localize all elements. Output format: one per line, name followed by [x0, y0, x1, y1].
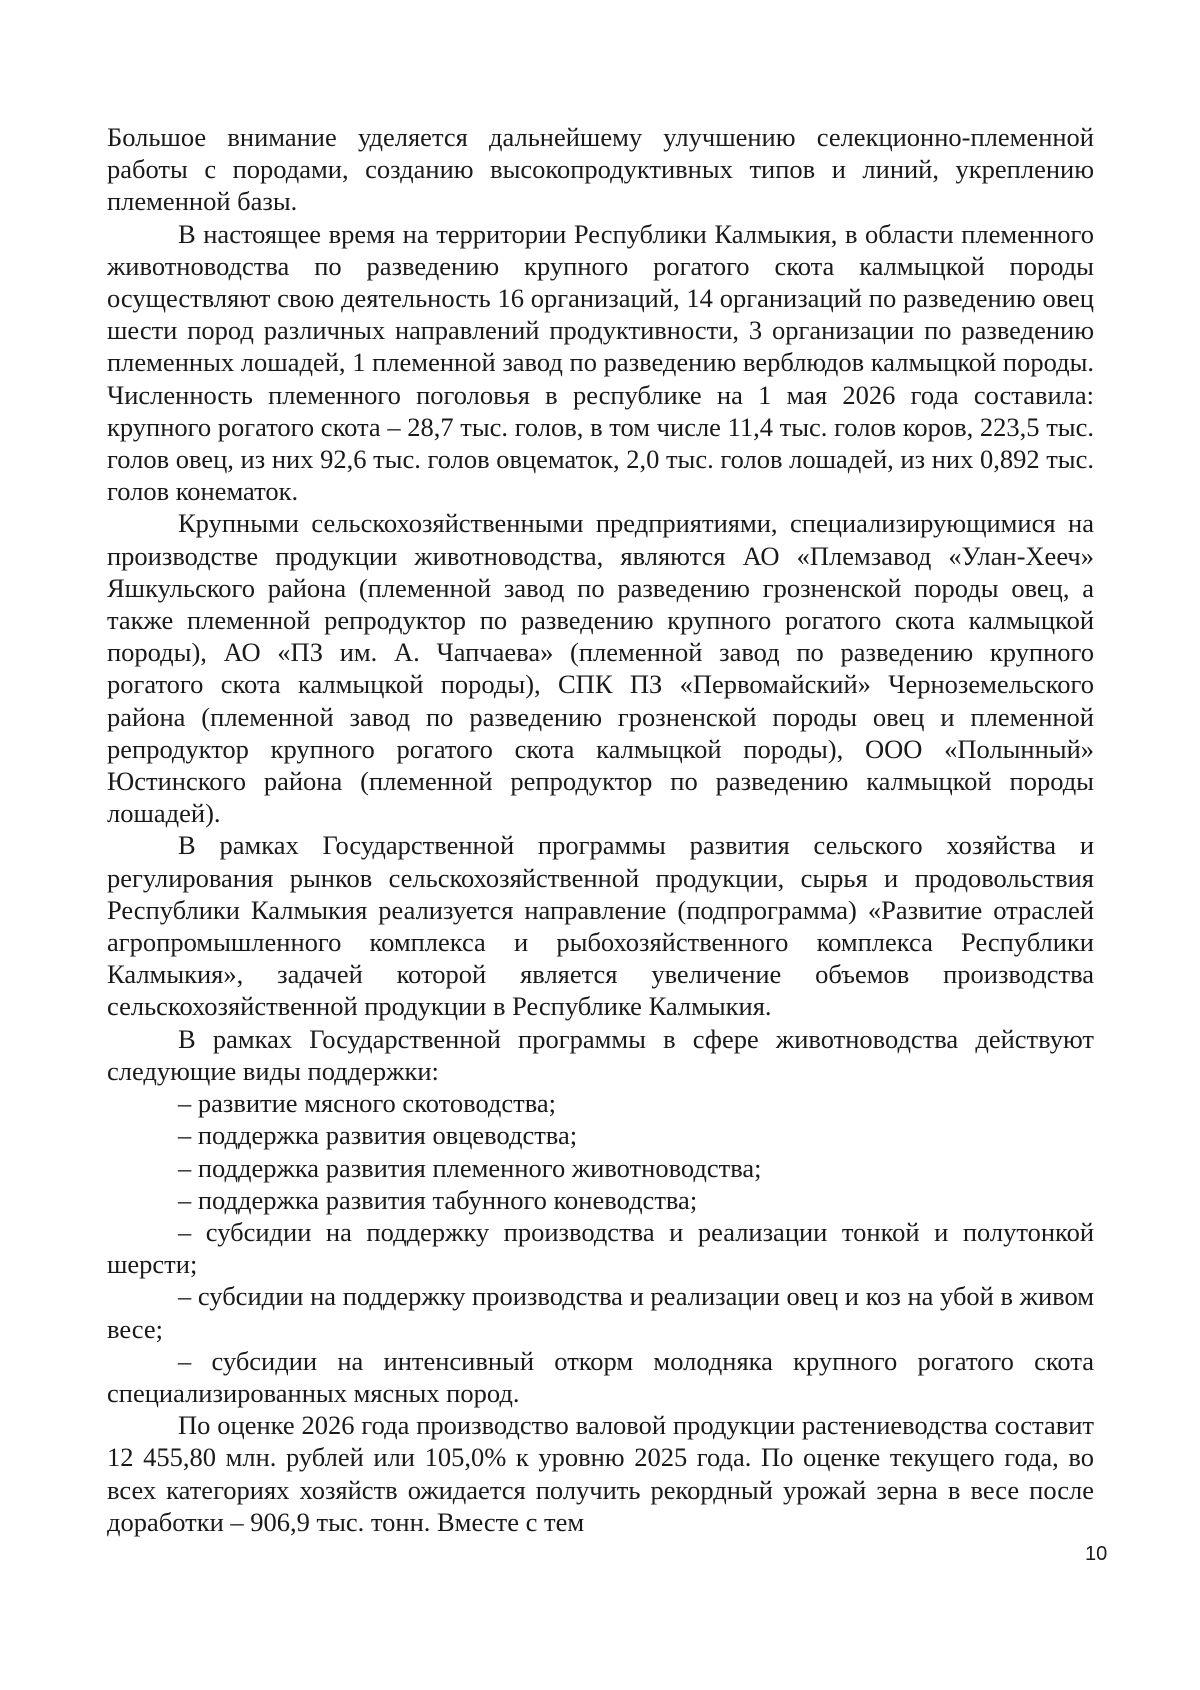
list-item: – поддержка развития племенного животноводства;	[178, 1152, 762, 1183]
list-item: – развитие мясного скотоводства;	[178, 1088, 557, 1119]
paragraph-breeding-organizations: В настоящее время на территории Республики Калмыкия, в области племенного животноводства по разведению крупного рогатого скота калмыцкой породы осуществляют свою деятельность 16 организаций, 14 организаций по разведению овец шести пород различных направлений продуктивности, 3 организации по разведению племенных лошадей, 1 племенной завод по разведению верблюдов калмыцкой породы. Численность племенного поголовья в республике на 1 мая 2026 года составила: крупного рогатого скота – 28,7 тыс. голов, в том числе 11,4 тыс. голов коров, 223,5 тыс. голов овец, из них 92,6 тыс. голов овцематок, 2,0 тыс. голов лошадей, из них 0,892 тыс. голов конематок.	[107, 218, 1094, 507]
list-item: – субсидии на поддержку производства и реализации овец и коз на убой в живом весе;	[107, 1281, 1094, 1344]
support-types-list	[107, 1087, 1094, 1409]
list-item: – поддержка развития овцеводства;	[178, 1120, 578, 1151]
paragraph-crop-production: По оценке 2026 года производство валовой продукции растениеводства составит 12 455,80 млн. рублей или 105,0% к уровню 2025 года. По оценке текущего года, во всех категориях хозяйств ожидается получить рекордный урожай зерна в весе после доработки – 906,9 тыс. тонн. Вместе с тем	[107, 1410, 1094, 1537]
paragraph-large-enterprises: Крупными сельскохозяйственными предприятиями, специализирующимися на производстве продукции животноводства, являются АО «Племзавод «Улан-Хееч» Яшкульского района (племенной завод по разведению грозненской породы овец, а также племенной репродуктор по разведению крупного рогатого скота калмыцкой породы), АО «ПЗ им. А. Чапчаева» (племенной завод по разведению крупного рогатого скота калмыцкой породы), СПК ПЗ «Первомайский» Черноземельского района (племенной завод по разведению грозненской породы овец и племенной репродуктор крупного рогатого скота калмыцкой породы), ООО «Полынный» Юстинского района (племенной репродуктор по разведению калмыцкой породы лошадей).	[107, 508, 1094, 829]
page-body	[107, 121, 1094, 1538]
list-item: – субсидии на поддержку производства и реализации тонкой и полутонкой шерсти;	[107, 1216, 1094, 1280]
paragraph-state-program: В рамках Государственной программы развития сельского хозяйства и регулирования рынков сельскохозяйственной продукции, сырья и продовольствия Республики Калмыкия реализуется направление (подпрограмма) «Развитие отраслей агропромышленного комплекса и рыбохозяйственного комплекса Республики Калмыкия», задачей которой является увеличение объемов производства сельскохозяйственной продукции в Республике Калмыкия.	[107, 830, 1094, 1022]
paragraph-breeding-work: Большое внимание уделяется дальнейшему улучшению селекционно-племенной работы с породами, созданию высокопродуктивных типов и линий, укреплению племенной базы.	[107, 122, 1094, 217]
paragraph-support-intro: В рамках Государственной программы в сфере животноводства действуют следующие виды поддержки:	[107, 1023, 1094, 1086]
page-number: 10	[1085, 1543, 1108, 1565]
list-item: – субсидии на интенсивный откорм молодняка крупного рогатого скота специализированных мясных пород.	[107, 1345, 1094, 1408]
list-item: – поддержка развития табунного коневодства;	[178, 1184, 698, 1215]
